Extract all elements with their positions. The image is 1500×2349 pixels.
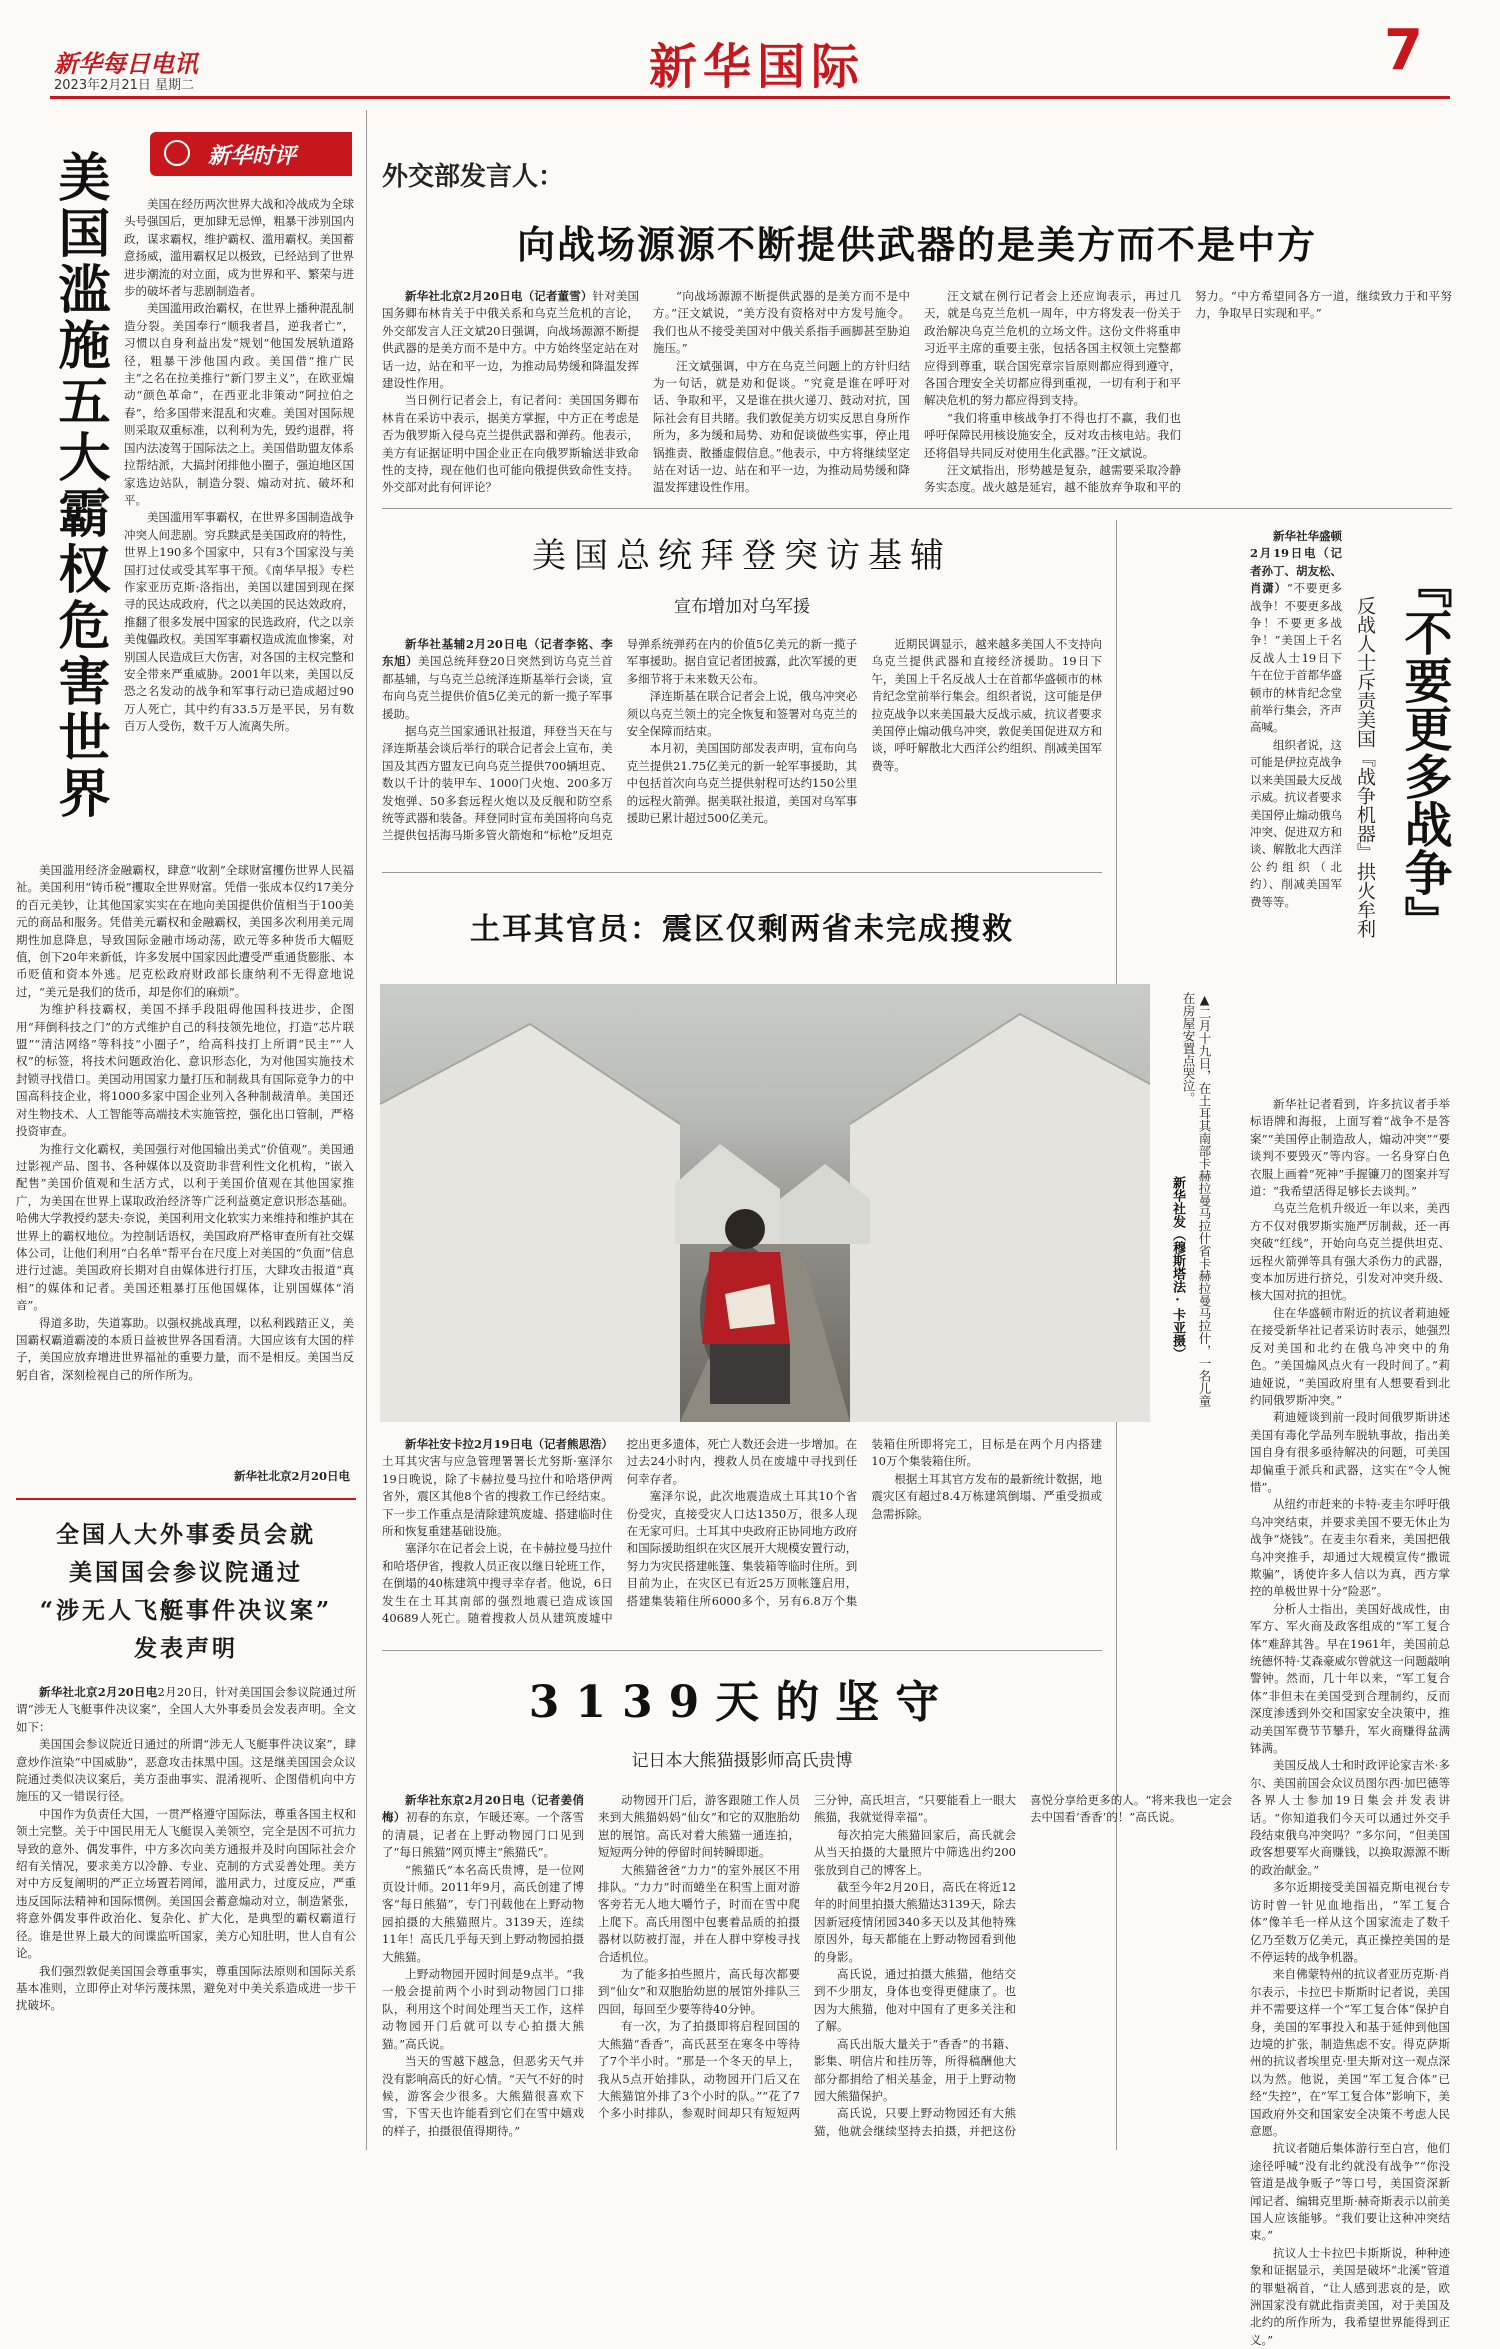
biden-paragraph: 近期民调显示，越来越多美国人不支持向乌克兰提供武器和直接经济援助。19日下午，美国上千名反战人士在首都华盛顿市的林肯纪念堂前举行集会。组织者说，这可能是伊拉克战争以来美国最大反战示威，抗议者要求美国停止煽动俄乌冲突，敦促美国促进双方和谈，呼吁解散北大西洋公约组织、削减美国军费等。 [871, 637, 1102, 773]
panda-paragraph: 上野动物园开园时间是9点半。“我一般会提前两个小时到动物园门口排队，利用这个时间处理当天工作，这样动物园开门后就可以专心拍摄大熊猫。”高氏说。 [382, 1967, 584, 2051]
panda-paragraph: 动物园开门后，游客跟随工作人员来到大熊猫妈妈“仙女”和它的双胞胎幼崽的展馆。高氏对着大熊猫一通连拍，短短两分钟的停留时间转瞬即逝。 [598, 1793, 800, 1860]
antiwar-paragraph: 乌克兰危机升级近一年以来，美西方不仅对俄罗斯实施严厉制裁，还一再突破“红线”，开始向乌克兰提供坦克、远程火箭弹等具有强大杀伤力的武器，变本加厉进行挤兑，引发对冲突升级、核大国对抗的担忧。 [1250, 1201, 1450, 1303]
spokesperson-paragraph: “我们将重申核战争打不得也打不赢，我们也呼吁保障民用核设施安全，反对攻击核电站。我们还将倡导共同反对使用生化武器。”汪文斌说。 [924, 410, 1181, 460]
panda-subhead: 记日本大熊猫摄影师高氏贵博 [631, 1751, 853, 1771]
biden-paragraph: 本月初，美国国防部发表声明，宣布向乌克兰提供21.75亿美元的新一轮军事援助，其中包括首次向乌克兰提供射程可达约150公里的远程火箭弹。据美联社报道，美国对乌军事援助已累计超过500亿美元。 [626, 741, 858, 826]
antiwar-headline: 『不要更多战争』 [1396, 560, 1452, 944]
biden-headline: 美国总统拜登突访基辅 [532, 536, 952, 576]
commentary-badge [150, 132, 352, 176]
panda-lead: 初春的东京，乍暖还寒。一个落雪的清晨，记者在上野动物园门口见到了“每日熊猫”网页博主“熊猫氏”。 [382, 1810, 584, 1860]
pen-icon [164, 140, 190, 166]
commentary-paragraph: 美国滥用经济金融霸权，肆意“收割”全球财富攫伤世界人民福祉。美国利用“铸币税”攫取全世界财富。凭借一张成本仅约17美分的百元美钞，让其他国家实实在在地向美国提供价值相当于100美元的商品和服务。凭借美元霸权和金融霸权，美国多次利用美元周期性加息降息，导致国际金融市场动荡，欧元等多种货币大幅贬值，创下20年来新低，许多发展中国家因此遭受严重通货膨胀、本币贬值和资本外逃。尼克松政府财政部长康纳利不无得意地说过，“美元是我们的货币，却是你们的麻烦”。 [16, 863, 354, 999]
biden-paragraph: 据乌克兰国家通讯社报道，拜登当天在与泽连斯基会谈后举行的联合记者会上宣布，美国及其西方盟友已向乌克兰提供700辆坦克、数以千计的装甲车、1000门火炮、200多万发炮弹、50多套远程火炮以及反舰和防空系统等武器和装备。拜登同时宣布美国将向乌克兰提供包括海马斯多管火箭炮和“标枪”反坦克导弹系统弹药在内的价值5亿美元的新一揽子军事援助。据自宣记者团披露，此次军援的更多细节将于未来数天公布。 [382, 637, 858, 843]
turkey-headline: 土耳其官员：震区仅剩两省未完成搜救 [470, 912, 1014, 947]
spokesperson-lead: 针对美国国务卿布林肯关于中俄关系和乌克兰危机的言论，外交部发言人汪文斌20日强调，向战场源源不断提供武器的是美方而不是中方。中方始终坚定站在对话一边，站在和平一边，为推动局势缓和降温发挥建设性作用。 [382, 289, 640, 391]
commentary-paragraph: 为维护科技霸权，美国不择手段阻碍他国科技进步，企图用“拜倒科技之门”的方式维护自己的科技领先地位，打造“芯片联盟”“清洁网络”等科技“小圈子”，给高科技打上所谓“民主”“人权”的标签，将技术问题政治化、意识形态化，为对他国实施技术封锁寻找借口。美国动用国家力量打压和制裁具有国际竞争力的中国高科技企业，将1000多家中国企业列入各种制裁清单。美国还对生物技术、人工智能等高端技术实施管控，强化出口管制，严格投资审查。 [16, 1002, 354, 1139]
photo-caption: ▲二月十九日，在土耳其南部卡赫拉曼马拉什省卡赫拉曼马拉什，一名儿童在房屋安置点哭泣。 [1181, 992, 1212, 1407]
npc-paragraph: 中国作为负责任大国，一贯严格遵守国际法，尊重各国主权和领土完整。关于中国民用无人飞艇误入美领空，完全是因不可抗力导致的意外、偶发事件，中方多次向美方通报并及时向国际社会介绍有关情况，要求美方以冷静、专业、克制的方式妥善处理。美方对中方反复阐明的严正立场置若罔闻，滥用武力，过度反应，严重违反国际法精神和国际惯例。美国国会蓄意煽动对立，制造紧张，将意外偶发事件政治化、复杂化、扩大化，是典型的霸权霸道行径。谁是世界上最大的间谍监听国家，美方心知肚明，世人自有公论。 [16, 1806, 356, 1961]
npc-lead: 2月20日，针对美国国会参议院通过所谓“涉无人飞艇事件决议案”，全国人大外事委员会发表声明。全文如下： [16, 1685, 356, 1734]
panda-paragraph: 高氏出版大量关于“香香”的书籍、影集、明信片和挂历等，所得稿酬他大部分都捐给了相关基金，用于上野动物园大熊猫保护。 [814, 2036, 1016, 2103]
npc-rule [16, 1498, 356, 1500]
antiwar-paragraph: 抗议者随后集体游行至白宫，他们途径呼喊“没有北约就没有战争”“你没管道是战争贩子”等口号，美国资深新闻记者、编辑克里斯·赫奇斯表示以前美国人应该能够。“我们要让这种冲突结束。” [1250, 2141, 1450, 2243]
section-divider [382, 1650, 1102, 1651]
panda-paragraph: “熊猫氏”本名高氏贵博，是一位网页设计师。2011年9月，高氏创建了博客“每日熊猫”，专门刊载他在上野动物园拍摄的大熊猫照片。3139天，连续11年！高氏几乎每天到上野动物园拍摄大熊猫。 [382, 1862, 584, 1964]
badge-label: 新华时评 [208, 144, 297, 169]
panda-paragraph: 有一次，为了拍摄即将启程回国的大熊猫“香香”，高氏甚至在寒冬中等待了7个半小时。“那是一个冬天的早上，我从5点开始排队，动物园开门后又在大熊猫馆外排了3个小时的队。”“花了7个多小时排队，参观时间却只有短短两三分钟，高氏坦言，“只要能看上一眼大熊猫，我就觉得幸福”。 [598, 1793, 1016, 2121]
biden-body [382, 636, 1102, 858]
commentary-paragraph: 为推行文化霸权，美国强行对他国输出美式“价值观”。美国通过影视产品、图书、各种媒体以及资助非营利性文化机构，“嵌入配售”美国价值观和生活方式，以利于美国价值观在其他国家推广，为美国在世界上谋取政治经济等广泛利益奠定意识形态基础。哈佛大学教授约瑟夫·奈说，美国利用文化软实力来维持和维护其在世界上的霸权地位。为控制话语权，美国政府严格审查所有社交媒体公司，让他们利用“白名单”帮平台在尺度上对美国的“负面”信息进行过滤。美国政府长期对自由媒体进行打压，大肆攻击报道“真相”的媒体和记者。美国还粗暴打压他国媒体，让别国媒体“消音”。 [16, 1141, 354, 1313]
antiwar-paragraph [1250, 528, 1342, 737]
spokesperson-dateline: 新华社北京2月20日电（记者董雪） [405, 289, 593, 303]
panda-paragraph: 为了能多拍些照片，高氏每次都要到“仙女”和双胞胎幼崽的展馆外排队三四回，每回至少要等待40分钟。 [598, 1967, 800, 2016]
npc-paragraph: 我们强烈敦促美国国会尊重事实，尊重国际法原则和国际关系基本准则，立即停止对华污蔑抹黑，避免对中美关系造成进一步干扰破坏。 [16, 1963, 356, 2013]
turkey-paragraph: 塞泽尔在记者会上说，在卡赫拉曼马拉什和哈塔伊省，搜救人员正夜以继日轮班工作，在倒塌的40栋建筑中搜寻幸存者。他说，6日发生在土耳其南部的强烈地震已造成该国40689人死亡。随着搜救人员从建筑废墟中挖出更多遗体，死亡人数还会进一步增加。在过去24小时内，搜救人员在废墟中寻找到任何幸存者。 [382, 1437, 858, 1626]
npc-title-line: 发表声明 [134, 1635, 238, 1662]
page-number: 7 [1384, 18, 1423, 83]
biden-lead: 美国总统拜登20日突然到访乌克兰首都基辅，与乌克兰总统泽连斯基举行会谈，宣布向乌克兰提供价值5亿美元的新一揽子军事援助。 [382, 654, 613, 721]
commentary-source: 新华社北京2月20日电 [233, 1469, 350, 1483]
spokesperson-paragraph: “向战场源源不断提供武器的是美方而不是中方。”汪文斌说，“美方没有资格对中方发号施令。我们也从不接受美国对中俄关系指手画脚甚至胁迫施压。” [653, 289, 910, 356]
commentary-paragraph: 美国滥用政治霸权，在世界上播种混乱制造分裂。美国奉行“顺我者昌，逆我者亡”，习惯以自身利益出发“规划”他国发展轨道路径，粗暴干涉他国内政。美国借“推广民主”之名在拉美推行“新门罗主义”，在欧亚煽动“颜色革命”，在西亚北非策动“阿拉伯之春”，给多国带来混乱和灾难。美国对国际规则采取双重标准，以利利为先，毁约退群，将国内法凌驾于国际法之上。美国借助盟友体系拉帮结派，大搞封闭排他小圈子，强迫地区国家选边站队，制造分裂、煽动对抗、破坏和平。 [124, 301, 354, 507]
commentary-body-top [124, 196, 354, 856]
left-column-divider [366, 110, 367, 2150]
panda-paragraph: 当天的雪越下越急，但恶劣天气并没有影响高氏的好心情。“天气不好的时候，游客会少很多。大熊猫很喜欢下雪，下雪天也许能看到它们在雪中嬉戏的样子，拍摄很值得期待。” [382, 2054, 584, 2138]
panda-paragraph: 高氏说，通过拍摄大熊猫，他结交到不少朋友，身体也变得更健康了。也因为大熊猫，他对中国有了更多关注和了解。 [814, 1967, 1016, 2034]
photo-credit: 新华社发（穆斯塔法·卡亚摄） [1170, 1176, 1185, 1360]
spokesperson-paragraph [382, 288, 639, 392]
antiwar-subhead: 反战人士斥责美国『战争机器』拱火牟利 [1354, 596, 1376, 938]
npc-title-line: 美国国会参议院通过 [69, 1559, 303, 1586]
panda-paragraph: 大熊猫爸爸“力力”的室外展区不用排队。“力力”时而蜷坐在积雪上面对游客旁若无人地大嚼竹子，时而在雪中爬上爬下。高氏用图中包裹着品质的拍摄器材以防被打湿，并在人群中穿梭寻找合适机位。 [598, 1862, 800, 1964]
paper-logo: 新华每日电讯 [54, 49, 198, 78]
panda-paragraph: 每次拍完大熊猫回家后，高氏就会从当天拍摄的大量照片中筛选出约200张放到自己的博客上。 [814, 1827, 1016, 1877]
antiwar-paragraph: 多尔近期接受美国福克斯电视台专访时曾一针见血地指出，“军工复合体”像羊毛一样从这个国家流走了数千亿乃至数万亿美元，真正操控美国的是不停运转的战争机器。 [1250, 1880, 1450, 1964]
spokesperson-paragraph: 汪文斌在例行记者会上还应询表示，再过几天，就是乌克兰危机一周年，中方将发表一份关于政治解决乌克兰危机的立场文件。这份文件将重申习近平主席的重要主张，包括各国主权领土完整都应得到尊重，联合国宪章宗旨原则都应得到遵守，各国合理安全关切都应得到重视，一切有利于和平解决危机的努力都应得到支持。 [924, 289, 1181, 408]
issue-date: 2023年2月21日 星期二 [54, 78, 195, 93]
panda-paragraph: 高氏说，只要上野动物园还有大熊猫，他就会继续坚持去拍摄，并把这份喜悦分享给更多的人。“将来我也一定会去中国看‘香香’的！”高氏说。 [814, 1793, 1232, 2138]
section-divider [382, 508, 1452, 509]
earthquake-photo [380, 984, 1150, 1422]
antiwar-dateline: 新华社华盛顿2月19日电（记者孙丁、胡友松、肖潇） [1250, 529, 1342, 596]
antiwar-paragraph: 美国反战人士和时政评论家吉米·多尔、美国前国会众议员图尔西·加巴德等各界人士参加19日集会并发表讲话。“你知道我们今天可以通过外交手段结束俄乌冲突吗？”多尔问，“但美国政客想要军火商赚钱，以换取源源不断的政治献金。” [1250, 1758, 1450, 1877]
antiwar-lead-text: “不要更多战争！不要更多战争！不要更多战争！”美国上千名反战人士19日下午在位于首都华盛顿市的林肯纪念堂前举行集会，齐声高喊。 [1250, 581, 1342, 735]
antiwar-paragraph: 从纽约市赶来的卡特·麦圭尔呼吁俄乌冲突结束，并要求美国不要无休止为战争“烧钱”。在麦圭尔看来，美国把俄乌冲突推手，却通过大规模宣传“撒谎欺骗”，诱使许多人信以为真，西方掌控的单极世界十分“险恶”。 [1250, 1497, 1450, 1599]
photo-illustration [380, 984, 1150, 1422]
spokesperson-body [382, 288, 1452, 500]
antiwar-paragraph: 莉迪娅谈到前一段时间俄罗斯讲述美国有毒化学品列车脱轨事故，指出美国自身有很多亟待解决的问题，可美国却偏重于派兵和武器，这实在“令人惋惜”。 [1250, 1410, 1450, 1494]
npc-body [16, 1684, 356, 2154]
turkey-paragraph [382, 1436, 613, 1540]
spokesperson-paragraph: 当日例行记者会上，有记者问：美国国务卿布林肯在采访中表示，据美方掌握，中方正在考虑是否为俄罗斯入侵乌克兰提供武器和弹药。他表示，美方有证据证明中国企业正在向俄罗斯输送非致命性的支持，现在他们也可能向俄提供致命性支持。外交部对此有何评论？ [382, 393, 639, 495]
antiwar-paragraph: 分析人士指出，美国好战成性，由军方、军火商及政客组成的“军工复合体”难辞其咎。早在1961年，美国前总统德怀特·艾森豪威尔曾就这一问题敲响警钟。然而，几十年以来，“军工复合体”非但未在美国受到合理制约，反而深度渗透到外交和国家安全决策中，推动美国军费节节攀升，军火商赚得盆满钵满。 [1250, 1601, 1450, 1756]
commentary-title: 美国滥施五大霸权危害世界 [49, 150, 110, 822]
spokesperson-paragraph: 汪文斌强调，中方在乌克兰问题上的方针归结为一句话，就是劝和促谈。“究竟是谁在呼吁对话、争取和平，又是谁在拱火递刀、鼓动对抗，国际社会有目共睹。我们敦促美方切实反思自身所作所为，多为缓和局势、劝和促谈做些实事，停止甩锅推责、散播虚假信息。”他表示，中方将继续坚定站在对话一边、站在和平一边，为推动局势缓和降温发挥建设性作用。 [653, 358, 910, 495]
panda-paragraph [382, 1792, 584, 1862]
spokesperson-headline: 向战场源源不断提供武器的是美方而不是中方 [516, 222, 1317, 267]
biden-paragraph [382, 636, 613, 723]
commentary-body-bottom [16, 862, 354, 1456]
turkey-paragraph: 根据土耳其官方发布的最新统计数据，地震灾区有超过8.4万栋建筑倒塌、严重受损或急需拆除。 [871, 1471, 1102, 1521]
antiwar-paragraph: 来自佛蒙特州的抗议者亚历克斯·肖尔表示，卡拉巴卡斯斯时记者说，美国并不需要这样一个“军工复合体”保护自身，美国的军事投入和基于延伸到他国边境的扩张，制造焦虑不安。得克萨斯州的抗议者埃里克·里夫斯对这一观点深以为然。他说，美国“军工复合体”已经“失控”，在“军工复合体”影响下，美国政府外交和国家安全决策不考虑人民意愿。 [1250, 1967, 1450, 2138]
antiwar-body [1250, 1096, 1450, 2347]
npc-title [16, 1516, 356, 1668]
turkey-paragraph: 塞泽尔说，此次地震造成土耳其10个省份受灾，直接受灾人口达1350万，很多人现在无家可归。土耳其中央政府正协同地方政府和国际援助组织在灾区展开大规模安置行动，努力为灾民搭建帐篷、集装箱等临时住所。到目前为止，在灾区已有近25万顶帐篷启用，搭建集装箱住所6000多个，另有6.8万个集装箱住所即将完工，目标是在两个月内搭建10万个集装箱住所。 [626, 1437, 1102, 1608]
npc-dateline: 新华社北京2月20日电 [39, 1685, 158, 1699]
panda-body [382, 1792, 1232, 2154]
panda-paragraph: 截至今年2月20日，高氏在将近12年的时间里拍摄大熊猫达3139天，除去因新冠疫情闭园340多天以及其他特殊原因外，每天都能在上野动物园看到他的身影。 [814, 1880, 1016, 1964]
section-divider [382, 872, 1102, 873]
antiwar-paragraph: 新华社记者看到，许多抗议者手举标语牌和海报，上面写着“战争不是答案”“美国停止制造敌人，煽动冲突”“要谈判不要毁灭”等内容。一名身穿白色衣服上画着“死神”手握镰刀的图案并写道：“我希望活得足够长去谈判。” [1250, 1097, 1450, 1199]
commentary-paragraph: 美国滥用军事霸权，在世界多国制造战争冲突人间悲剧。穷兵黩武是美国政府的特性，世界上190多个国家中，只有3个国家没与美国打过仗或受其军事干预。《南华早报》专栏作家亚历克斯·洛指出，美国以建国到现在探寻的民达成政府，代之以美国的民达效政府，推翻了很多发展中国家的民选政府，代之以亲美傀儡政权。美国军事霸权造成流血惨案，对别国人民造成巨大伤害，对各国的主权完整和安全带来严重威胁。2001年以来，美国以反恐之名发动的战争和军事行动已造成超过90万人死亡，其中约有33.5万是平民，另有数百万人受伤，数千万人流离失所。 [124, 510, 354, 734]
turkey-dateline: 新华社安卡拉2月19日电（记者熊思浩） [405, 1437, 614, 1451]
npc-title-line: 全国人大外事委员会就 [56, 1521, 316, 1548]
spokesperson-kicker: 外交部发言人： [382, 162, 565, 192]
commentary-paragraph: 美国在经历两次世界大战和冷战成为全球头号强国后，更加肆无忌惮，粗暴干涉别国内政，谋求霸权，维护霸权、滥用霸权。美国蓄意扬威，滥用霸权足以极致，已经站到了世界进步潮流的对立面，成为世界和平、繁荣与进步的破坏者与悲剧制造者。 [124, 197, 354, 299]
masthead [0, 0, 1500, 95]
panda-headline: 3139天的坚守 [528, 1677, 956, 1728]
biden-subhead: 宣布增加对乌军援 [674, 597, 810, 617]
npc-paragraph [16, 1684, 356, 1736]
biden-dateline: 新华社基辅2月20日电（记者李铭、李东旭） [382, 637, 613, 669]
antiwar-paragraph: 组织者说，这可能是伊拉克战争以来美国最大反战示威。抗议者要求美国停止煽动俄乌冲突、促进双方和谈、解散北大西洋公约组织（北约）、削减美国军费等等。 [1250, 737, 1342, 909]
masthead-rule [50, 96, 1450, 99]
spokesperson-paragraph: 汪文斌指出，形势越是复杂，越需要采取冷静务实态度。战火越是延宕，越不能放弃争取和平的努力。“中方希望同各方一道，继续致力于和平努力，争取早日实现和平。” [924, 289, 1452, 495]
npc-paragraph: 美国国会参议院近日通过的所谓“涉无人飞艇事件决议案”，肆意炒作渲染“中国威胁”，恶意攻击抹黑中国。这是继美国国会众议院通过类似决议案后，美方歪曲事实、混淆视听、企图借机向中方施压的又一错误行径。 [16, 1737, 356, 1804]
section-title: 新华国际 [648, 39, 865, 95]
antiwar-paragraph: 住在华盛顿市附近的抗议者莉迪娅在接受新华社记者采访时表示，她强烈反对美国和北约在俄乌冲突中的角色。“美国煽风点火有一段时间了。”莉迪娅说，“美国政府里有人想要看到北约同俄罗斯冲突。” [1250, 1305, 1450, 1407]
antiwar-paragraph: 抗议人士卡拉巴卡斯斯说，种种迹象和证据显示，美国是破坏“北溪”管道的罪魁祸首，“让人感到悲哀的是，欧洲国家没有就此指责美国，对于美国及北约的所作所为，我希望世界能得到正义。” [1250, 2245, 1450, 2347]
biden-paragraph: 泽连斯基在联合记者会上说，俄乌冲突必须以乌克兰领土的完全恢复和签署对乌克兰的安全保障而结束。 [626, 689, 858, 739]
npc-title-line: “涉无人飞艇事件决议案” [39, 1597, 333, 1624]
commentary-paragraph: 得道多助，失道寡助。以强权挑战真理，以私利践踏正义，美国霸权霸道霸凌的本质日益被世界各国看清。大国应该有大国的样子，美国应放弃增进世界福祉的重要力量，而不是相反。美国当反躬自省，深刻检视自己的所作所为。 [16, 1315, 354, 1382]
antiwar-lead [1250, 528, 1342, 1088]
turkey-lead: 土耳其灾害与应急管理署署长尤努斯·塞泽尔19日晚说，除了卡赫拉曼马拉什和哈塔伊两省外，震区其他8个省的搜救工作已经结束。下一步工作重点是清除建筑废墟、搭建临时住所和恢复重建基础设施。 [382, 1454, 613, 1539]
turkey-body [382, 1436, 1102, 1644]
panda-dateline: 新华社东京2月20日电（记者姜俏梅） [382, 1793, 584, 1825]
